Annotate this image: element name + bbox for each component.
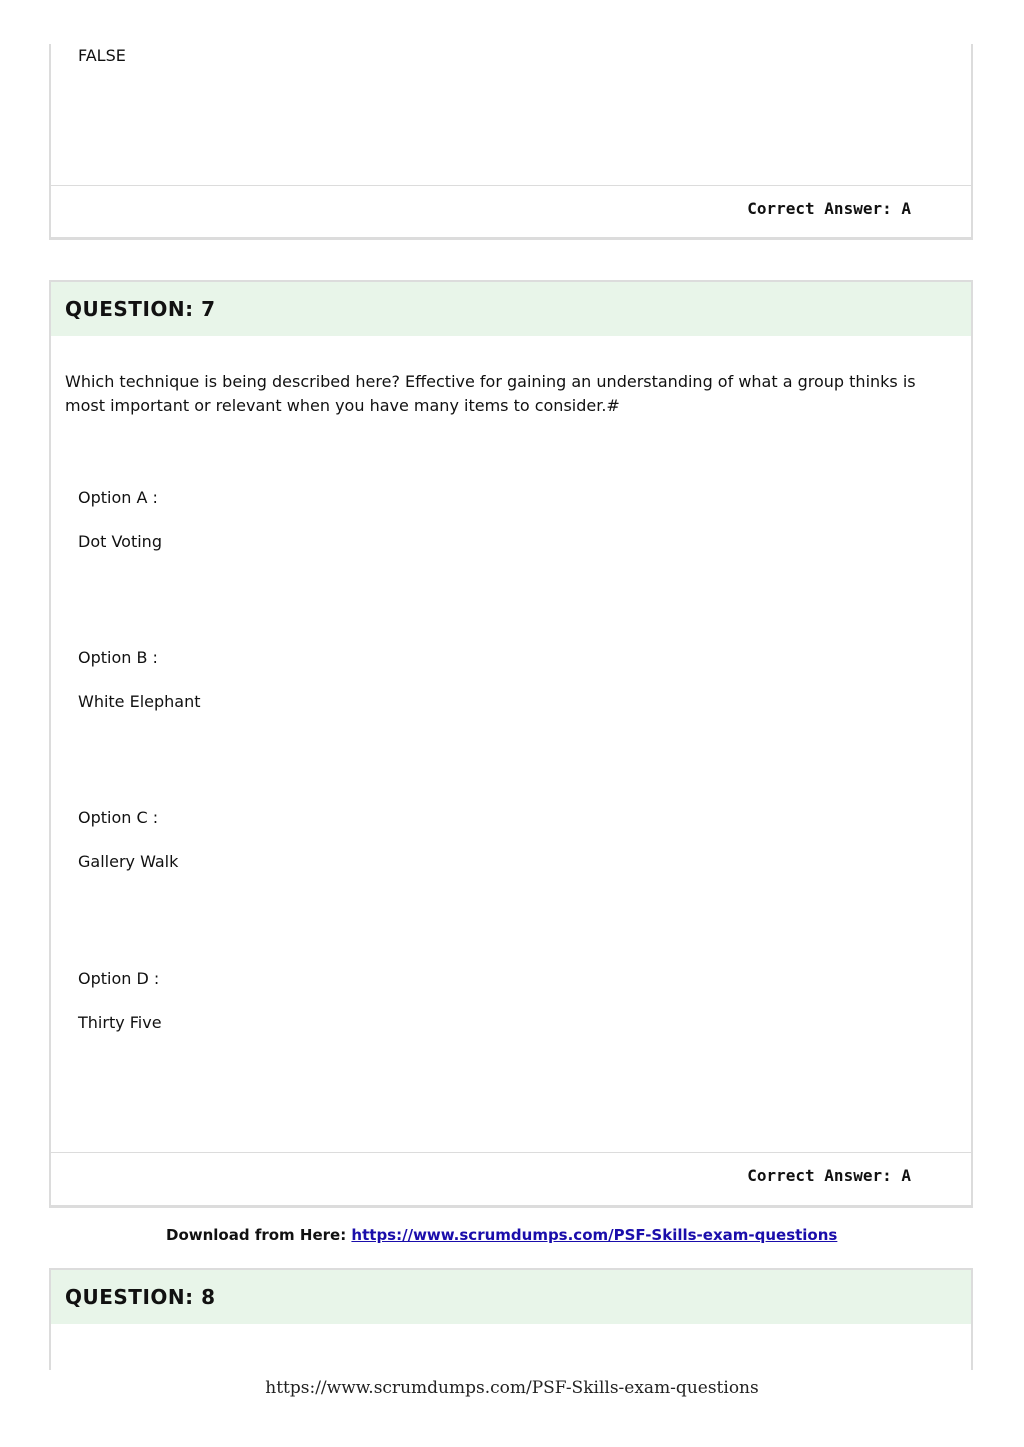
question-7-title: QUESTION: 7 [65,297,216,321]
option-d-label: Option D : [78,969,160,988]
prev-answer-bar [51,185,971,236]
footer-url: https://www.scrumdumps.com/PSF-Skills-exam-questions [265,1378,759,1398]
question-7-answer-bar [51,1152,971,1203]
option-a-label: Option A : [78,488,158,507]
download-line [166,1226,837,1244]
question-8-card [49,1268,973,1370]
option-b-label: Option B : [78,648,158,667]
question-7-text: Which technique is being described here? Effective for gaining an understanding of what a group thinks is most important or relevant when you have many items to consider.# [65,372,916,415]
prev-correct-answer: Correct Answer: A [747,199,911,218]
prev-answer-option-text: FALSE [78,46,126,65]
question-7-header [51,282,971,336]
question-8-header [51,1270,971,1324]
option-c-label: Option C : [78,808,159,827]
question-7-card [49,280,973,1208]
option-c-value: Gallery Walk [78,852,179,871]
download-link[interactable]: https://www.scrumdumps.com/PSF-Skills-exam-questions [351,1226,838,1244]
download-prefix: Download from Here: [166,1226,352,1244]
option-d-value: Thirty Five [78,1013,162,1032]
option-b-value: White Elephant [78,692,201,711]
option-a-value: Dot Voting [78,532,162,551]
question-7-correct-answer: Correct Answer: A [747,1166,911,1185]
prev-question-card [49,44,973,240]
question-8-title: QUESTION: 8 [65,1285,216,1309]
